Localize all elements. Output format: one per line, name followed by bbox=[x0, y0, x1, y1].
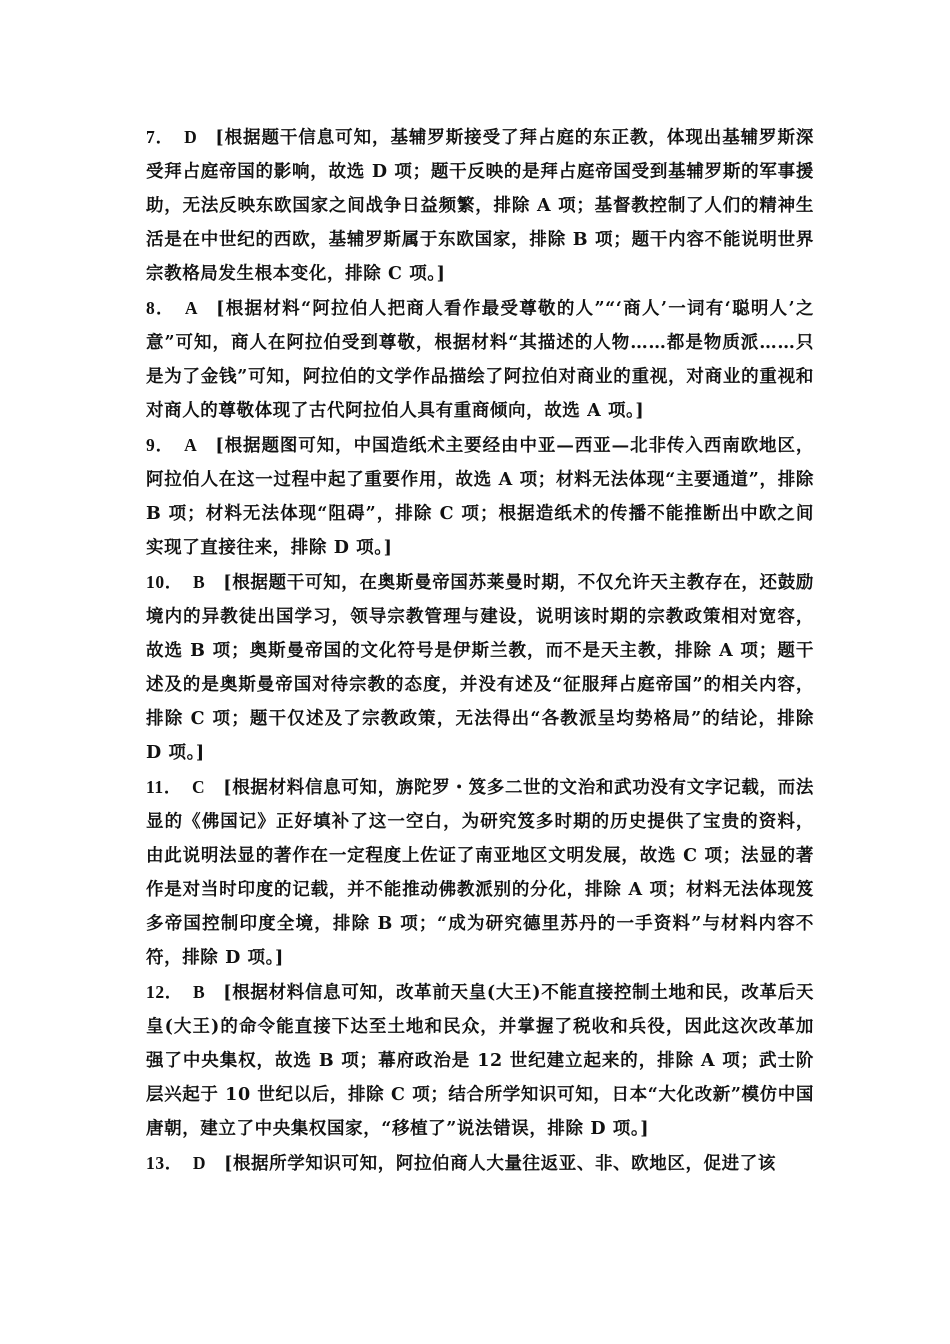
answer-11 bbox=[146, 770, 814, 975]
answer-letter: A bbox=[184, 435, 198, 455]
answer-letter: B bbox=[192, 572, 206, 592]
answer-explanation: [根据题干可知，在奥斯曼帝国苏莱曼时期，不仅允许天主教存在，还鼓励境内的异教徒出国学习，领导宗教管理与建设，说明该时期的宗教政策相对宽容，故选 B 项；奥斯曼帝国的文化符号是伊斯兰教，而不是天主教，排除 A 项；题干述及的是奥斯曼帝国对待宗教的态度，并没有述及“征服拜占庭帝国”的相关内容，排除 C 项；题干仅述及了宗教政策，无法得出“各教派呈均势格局”的结论，排除 D 项。] bbox=[146, 573, 814, 763]
answer-number: 10． bbox=[146, 572, 183, 592]
answer-letter: C bbox=[192, 777, 206, 797]
answer-letter: D bbox=[184, 127, 198, 147]
answer-explanation: [根据材料“阿拉伯人把商人看作最受尊敬的人”“‘商人’一词有‘聪明人’之意”可知，商人在阿拉伯受到尊敬，根据材料“其描述的人物……都是物质派……只是为了金钱”可知，阿拉伯的文学作品描绘了阿拉伯对商业的重视，对商业的重视和对商人的尊敬体现了古代阿拉伯人具有重商倾向，故选 A 项。] bbox=[146, 299, 814, 421]
answer-explanation: [根据题图可知，中国造纸术主要经由中亚—西亚—北非传入西南欧地区，阿拉伯人在这一过程中起了重要作用，故选 A 项；材料无法体现“主要通道”，排除 B 项；材料无法体现“阻碍”，排除 C 项；根据造纸术的传播不能推断出中欧之间实现了直接往来，排除 D 项。] bbox=[146, 436, 815, 558]
answer-list bbox=[146, 120, 814, 1181]
answer-explanation: [根据材料信息可知，改革前天皇(大王)不能直接控制土地和民，改革后天皇(大王)的命令能直接下达至土地和民众，并掌握了税收和兵役，因此这次改革加强了中央集权，故选 B 项；幕府政治是 12 世纪建立起来的，排除 A 项；武士阶层兴起于 10 世纪以后，排除 C 项；结合所学知识可知，日本“大化改新”模仿中国唐朝，建立了中央集权国家，“移植了”说法错误，排除 D 项。] bbox=[146, 983, 814, 1139]
answer-explanation: [根据材料信息可知，旃陀罗・笈多二世的文治和武功没有文字记载，而法显的《佛国记》正好填补了这一空白，为研究笈多时期的历史提供了宝贵的资料，由此说明法显的著作在一定程度上佐证了南亚地区文明发展，故选 C 项；法显的著作是对当时印度的记载，并不能推动佛教派别的分化，排除 A 项；材料无法体现笈多帝国控制印度全境，排除 B 项；“成为研究德里苏丹的一手资料”与材料内容不符，排除 D 项。] bbox=[146, 778, 815, 968]
answer-letter: B bbox=[192, 982, 206, 1002]
answer-7 bbox=[146, 120, 814, 291]
answer-letter: D bbox=[192, 1153, 207, 1173]
answer-13 bbox=[146, 1146, 814, 1181]
answer-explanation: [根据所学知识可知，阿拉伯商人大量往返亚、非、欧地区，促进了该 bbox=[224, 1154, 776, 1174]
answer-number: 11． bbox=[146, 777, 183, 797]
answer-number: 7． bbox=[146, 127, 175, 147]
answer-letter: A bbox=[184, 298, 199, 318]
answer-number: 8． bbox=[146, 298, 175, 318]
answer-number: 13． bbox=[146, 1153, 183, 1173]
answer-explanation: [根据题干信息可知，基辅罗斯接受了拜占庭的东正教，体现出基辅罗斯深受拜占庭帝国的影响，故选 D 项；题干反映的是拜占庭帝国受到基辅罗斯的军事援助，无法反映东欧国家之间战争日益频繁，排除 A 项；基督教控制了人们的精神生活是在中世纪的西欧，基辅罗斯属于东欧国家，排除 B 项；题干内容不能说明世界宗教格局发生根本变化，排除 C 项。] bbox=[146, 128, 815, 284]
answer-9 bbox=[146, 428, 814, 565]
answer-number: 9． bbox=[146, 435, 175, 455]
answer-12 bbox=[146, 975, 814, 1146]
answer-8 bbox=[146, 291, 814, 428]
answer-10 bbox=[146, 565, 814, 770]
answer-number: 12． bbox=[146, 982, 183, 1002]
